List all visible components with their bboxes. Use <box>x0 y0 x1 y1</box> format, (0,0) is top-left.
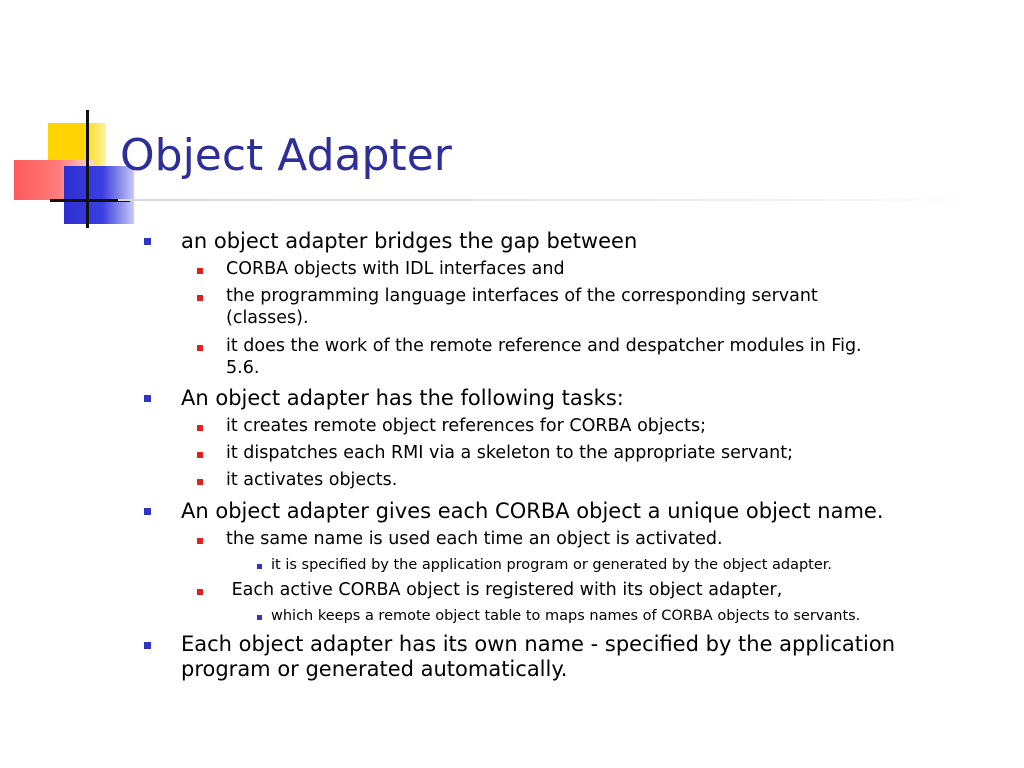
sub-bullet-square-icon <box>197 479 203 485</box>
sub-bullet-text: it does the work of the remote reference and despatcher modules in Fig. <box>226 336 862 356</box>
bullet-square-icon <box>144 642 151 649</box>
sub-sub-bullet-square-icon <box>257 564 262 569</box>
sub-sub-bullet-text: it is specified by the application program or generated by the object adapter. <box>271 557 833 573</box>
sub-bullet-square-icon <box>197 538 203 544</box>
bullet-square-icon <box>144 395 151 402</box>
sub-bullet-text: the programming language interfaces of the corresponding servant <box>226 286 818 306</box>
slide-title: Object Adapter <box>120 130 452 181</box>
sub-bullet-text-continued: 5.6. <box>226 358 260 378</box>
sub-bullet-text: CORBA objects with IDL interfaces and <box>226 259 565 279</box>
bullet-square-icon <box>144 508 151 515</box>
sub-bullet-square-icon <box>197 589 203 595</box>
sub-bullet-square-icon <box>197 295 203 301</box>
bullet-text: An object adapter gives each CORBA object a unique object name. <box>181 499 884 523</box>
bullet-text: An object adapter has the following tasks: <box>181 386 624 410</box>
bullet-text: an object adapter bridges the gap between <box>181 229 638 253</box>
sub-bullet-text: it dispatches each RMI via a skeleton to the appropriate servant; <box>226 443 793 463</box>
sub-bullet-square-icon <box>197 345 203 351</box>
bullet-text-continued: program or generated automatically. <box>181 657 568 681</box>
sub-bullet-text-continued: (classes). <box>226 308 309 328</box>
sub-bullet-square-icon <box>197 452 203 458</box>
bullet-text: Each object adapter has its own name - specified by the application <box>181 632 896 656</box>
bullet-square-icon <box>144 238 151 245</box>
sub-bullet-text: it activates objects. <box>226 470 398 490</box>
sub-bullet-text: Each active CORBA object is registered with its object adapter, <box>226 580 783 600</box>
sub-bullet-text: it creates remote object references for CORBA objects; <box>226 416 707 436</box>
sub-sub-bullet-text: which keeps a remote object table to maps names of CORBA objects to servants. <box>271 608 861 624</box>
sub-sub-bullet-square-icon <box>257 615 262 620</box>
sub-bullet-text: the same name is used each time an object is activated. <box>226 529 723 549</box>
sub-bullet-square-icon <box>197 425 203 431</box>
sub-bullet-square-icon <box>197 268 203 274</box>
